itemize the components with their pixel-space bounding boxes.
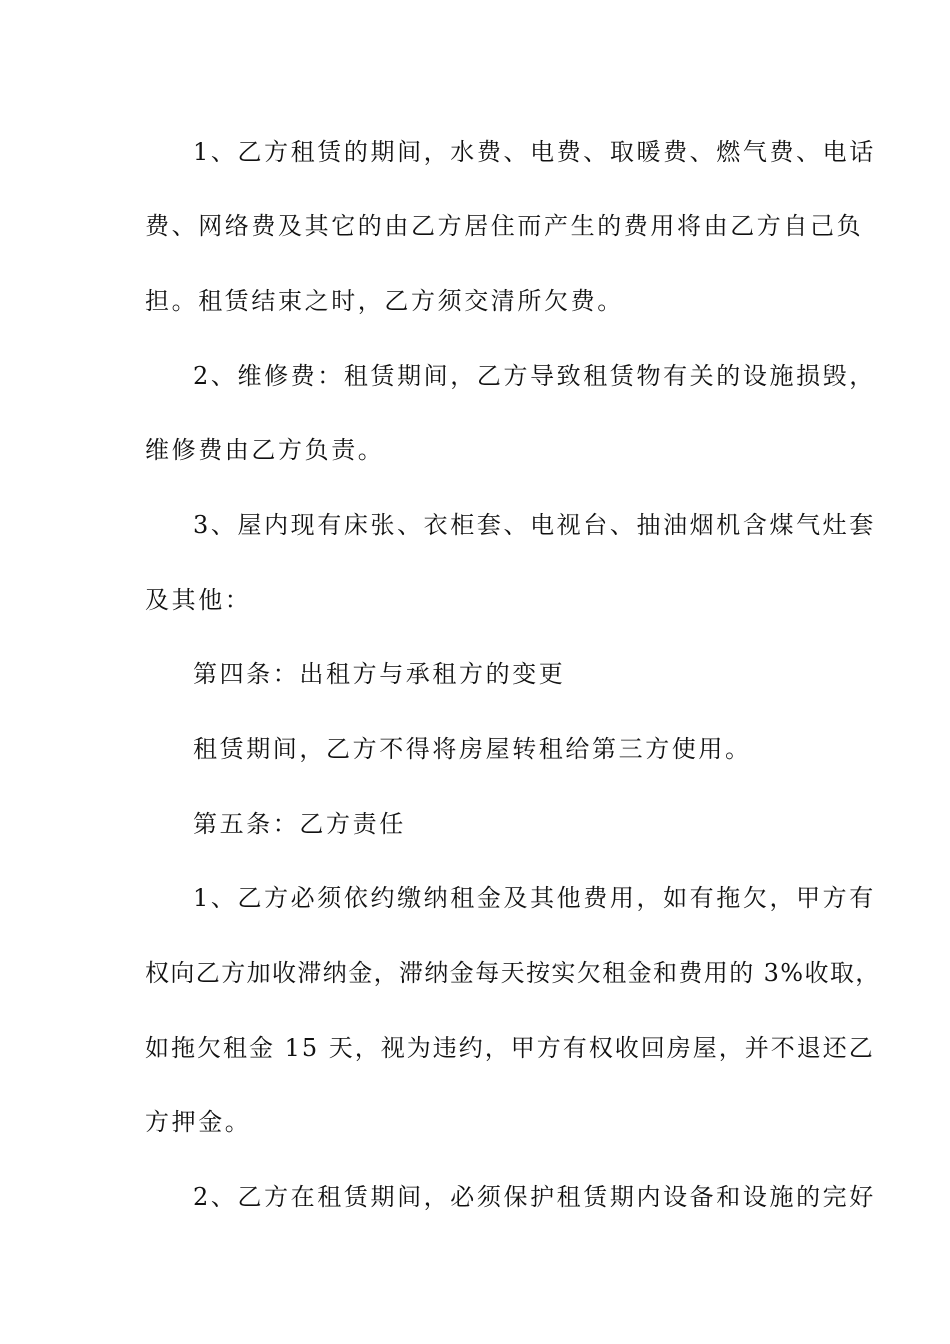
text-line: 如拖欠租金 15 天，视为违约，甲方有权收回房屋，并不退还乙 bbox=[145, 1034, 875, 1062]
text-line: 费、网络费及其它的由乙方居住而产生的费用将由乙方自己负 bbox=[145, 212, 864, 240]
text-line: 担。租赁结束之时，乙方须交清所欠费。 bbox=[145, 287, 624, 315]
text-line: 及其他： bbox=[145, 586, 252, 614]
text-line: 维修费由乙方负责。 bbox=[145, 436, 385, 464]
text-line: 方押金。 bbox=[145, 1108, 252, 1136]
section-heading: 第四条：出租方与承租方的变更 bbox=[193, 660, 566, 688]
text-line: 1、乙方必须依约缴纳租金及其他费用，如有拖欠，甲方有 bbox=[193, 884, 876, 912]
text-line: 租赁期间，乙方不得将房屋转租给第三方使用。 bbox=[193, 735, 752, 763]
text-line: 2、维修费：租赁期间，乙方导致租赁物有关的设施损毁， bbox=[193, 362, 876, 390]
text-line: 权向乙方加收滞纳金，滞纳金每天按实欠租金和费用的 3%收取， bbox=[145, 959, 881, 987]
text-line: 3、屋内现有床张、衣柜套、电视台、抽油烟机含煤气灶套 bbox=[193, 511, 876, 539]
text-line: 2、乙方在租赁期间，必须保护租赁期内设备和设施的完好 bbox=[193, 1183, 876, 1211]
section-heading: 第五条：乙方责任 bbox=[193, 810, 406, 838]
text-line: 1、乙方租赁的期间，水费、电费、取暖费、燃气费、电话 bbox=[193, 138, 876, 166]
